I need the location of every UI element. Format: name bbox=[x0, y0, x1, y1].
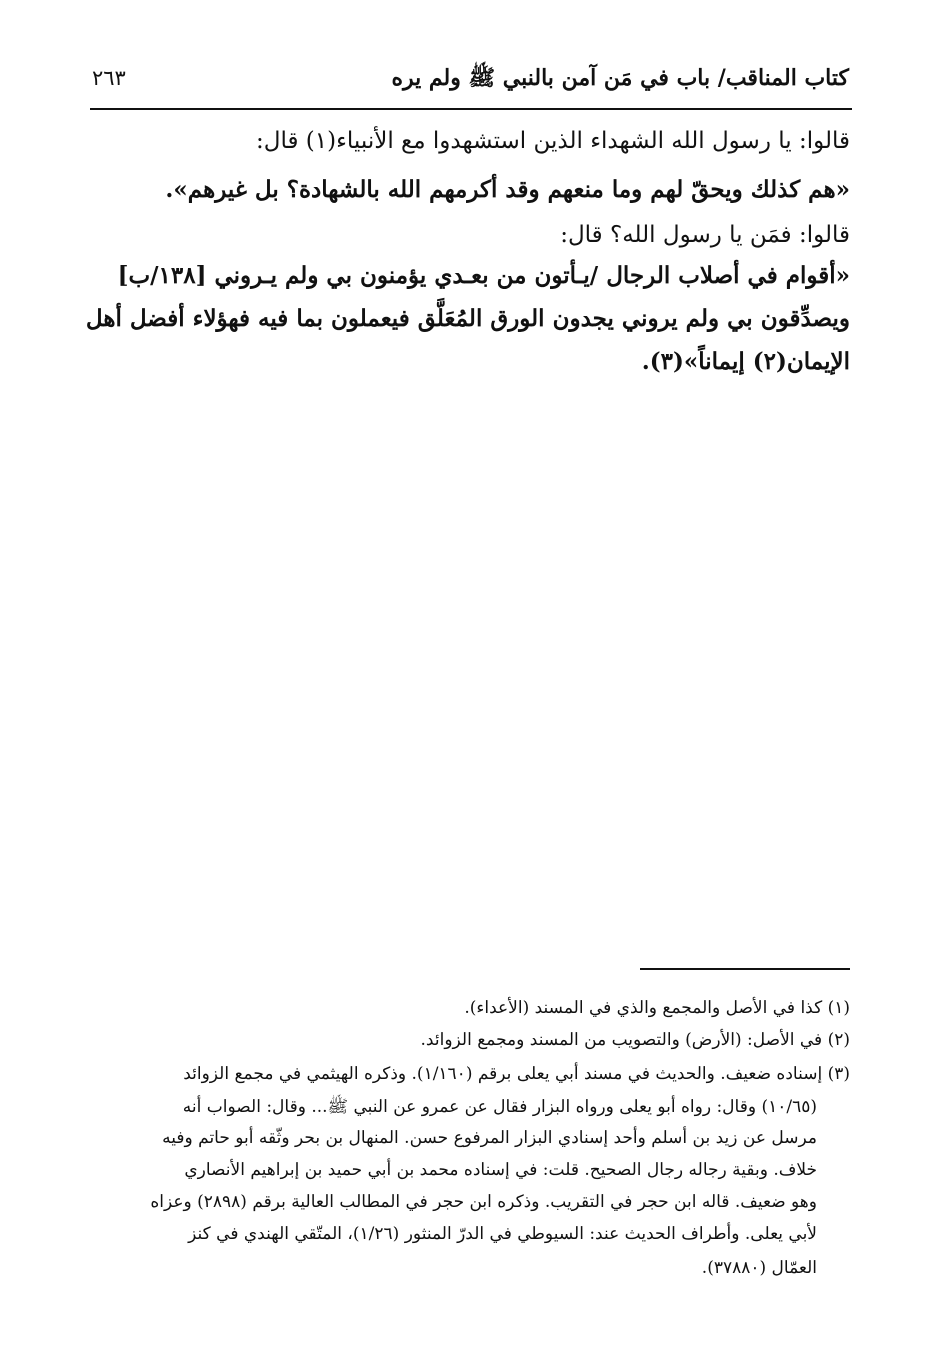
footnote-3-line: خلاف. وبقية رجاله رجال الصحيح. قلت: في إسناده محمد بن أبي حميد بن إبراهيم الأنصاري bbox=[184, 1160, 817, 1180]
body-line: الإيمان(٢) إيماناً»(٣). bbox=[641, 348, 850, 375]
footnote-3-line: لأبي يعلى. وأطراف الحديث عند: السيوطي في الدرّ المنثور (١/٢٦)، المتّقي الهندي في كنز bbox=[188, 1224, 817, 1244]
footnote-rule bbox=[640, 968, 850, 970]
footnote-3-line: مرسل عن زيد بن أسلم وأحد إسنادي البزار المرفوع حسن. المنهال بن بحر وثّقه أبو حاتم وفيه bbox=[162, 1128, 817, 1148]
body-line: قالوا: يا رسول الله الشهداء الذين استشهدوا مع الأنبياء(١) قال: bbox=[256, 128, 850, 154]
footnote-3-line: (١٠/٦٥) وقال: رواه أبو يعلى ورواه البزار فقال عن عمرو عن النبي ﷺ... وقال: الصواب أنه bbox=[182, 1097, 817, 1117]
footnote-1: (١) كذا في الأصل والمجمع والذي في المسند (الأعداء). bbox=[464, 998, 850, 1018]
footnote-2: (٢) في الأصل: (الأرض) والتصويب من المسند ومجمع الزوائد. bbox=[420, 1030, 850, 1050]
footnote-3: (٣) إسناده ضعيف. والحديث في مسند أبي يعلى برقم (١/١٦٠). وذكره الهيثمي في مجمع الزوائد bbox=[183, 1064, 850, 1084]
body-line: «أقوام في أصلاب الرجال /يـأتون من بعـدي يؤمنون بي ولم يـروني [١٣٨/ب] bbox=[117, 262, 850, 289]
body-line: قالوا: فمَن يا رسول الله؟ قال: bbox=[560, 222, 850, 248]
page-number: ٢٦٣ bbox=[92, 66, 126, 90]
header-rule bbox=[90, 108, 852, 110]
footnote-3-line: العمّال (٣٧٨٨٠). bbox=[701, 1258, 817, 1278]
body-line: «هم كذلك ويحقّ لهم وما منعهم وقد أكرمهم الله بالشهادة؟ بل غيرهم». bbox=[165, 176, 850, 203]
running-header: كتاب المناقب/ باب في مَن آمن بالنبي ﷺ ولم يره bbox=[391, 65, 849, 91]
body-line: ويصدِّقون بي ولم يروني يجدون الورق المُعَلَّق فيعملون بما فيه فهؤلاء أفضل أهل bbox=[85, 305, 850, 332]
footnote-3-line: وهو ضعيف. قاله ابن حجر في التقريب. وذكره ابن حجر في المطالب العالية برقم (٢٨٩٨) وعزاه bbox=[150, 1192, 817, 1212]
